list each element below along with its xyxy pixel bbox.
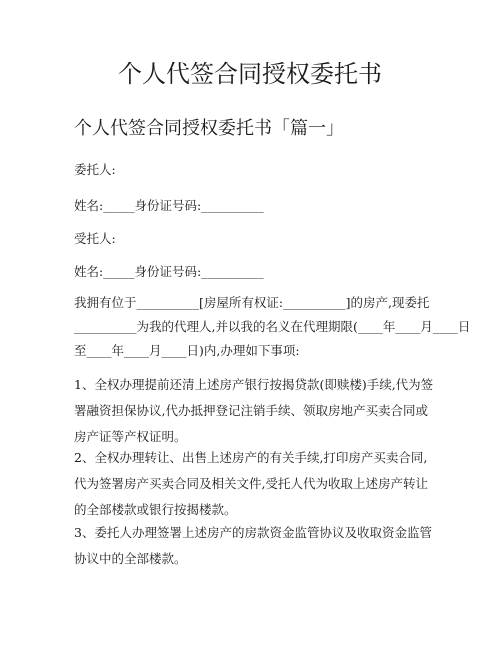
document-title: 个人代签合同授权委托书 xyxy=(118,60,382,88)
item-2: 2、全权办理转让、出售上述房产的有关手续,打印房产买卖合同,代为签署房产买卖合同及相关文件,受托人代为收取上述房产转让的全部楼款或银行按揭楼款。 xyxy=(74,450,428,517)
agent-id-line: 姓名:_____身份证号码:__________ xyxy=(74,264,264,279)
item-3: 3、委托人办理签署上述房产的房款资金监管协议及收取资金监管协议中的全部楼款。 xyxy=(74,525,432,566)
section-heading: 个人代签合同授权委托书「篇一」 xyxy=(74,118,344,139)
principal-label: 委托人: xyxy=(74,162,116,177)
item-1: 1、全权办理提前还清上述房产银行按揭贷款(即赎楼)手续,代为签署融资担保协议,代办抵押登记注销手续、领取房地产买卖合同或房产证等产权证明。 xyxy=(74,377,434,444)
agent-label: 受托人: xyxy=(74,231,116,246)
principal-id-line: 姓名:_____身份证号码:__________ xyxy=(74,198,264,213)
authorization-line-2: __________为我的代理人,并以我的名义在代理期限(____年____月____日 xyxy=(74,319,471,334)
authorization-line-3: 至____年____月____日)内,办理如下事项: xyxy=(74,343,300,358)
authorization-line-1: 我拥有位于__________[房屋所有权证:__________]的房产,现委托 xyxy=(74,295,430,310)
